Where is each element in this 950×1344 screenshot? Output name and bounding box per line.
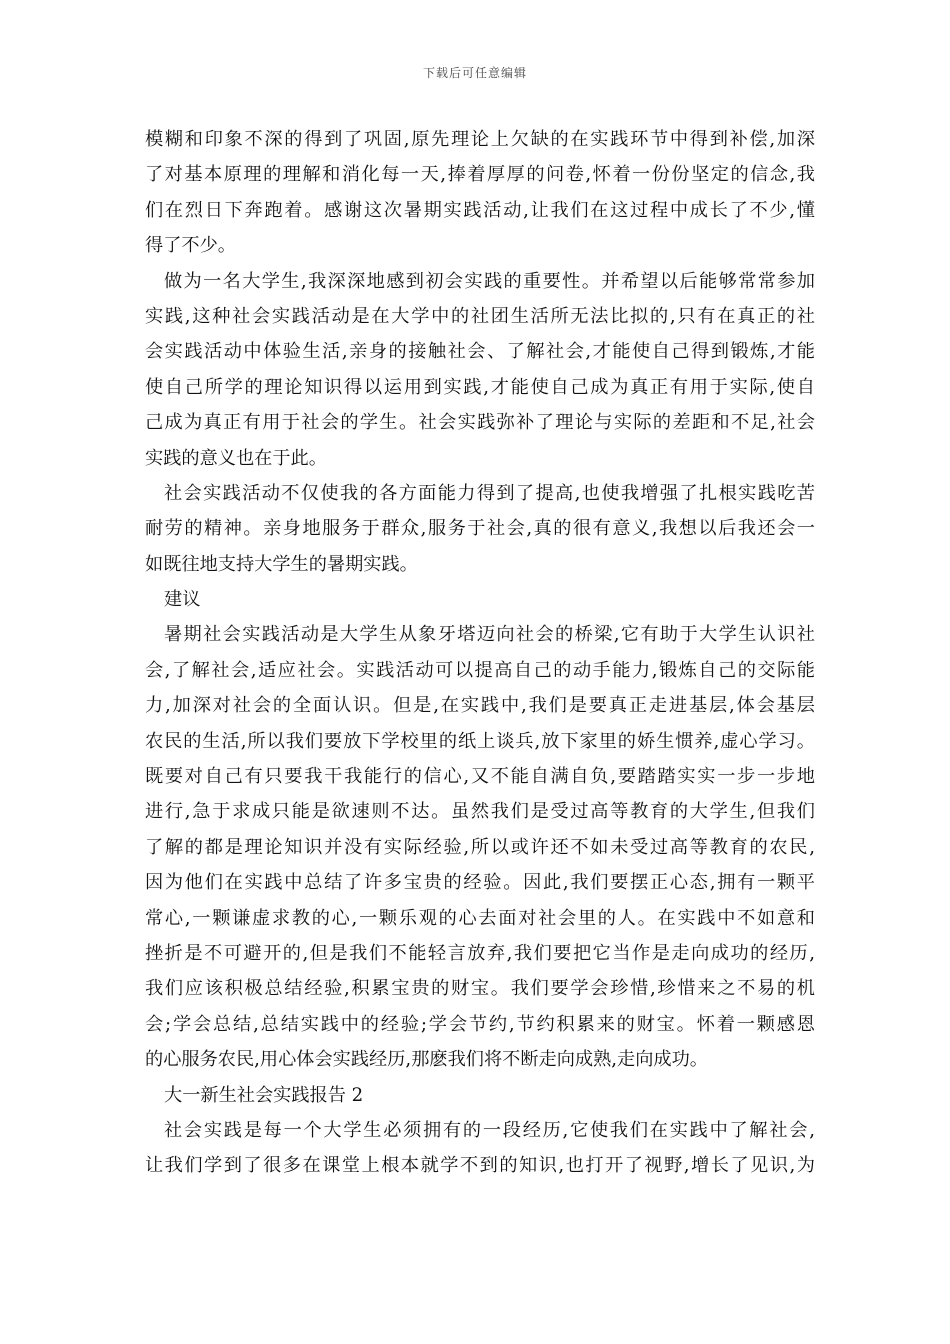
- text-line: 我们应该积极总结经验,积累宝贵的财宝。我们要学会珍惜,珍惜来之不易的机: [145, 978, 815, 1000]
- text-line: 会实践活动中体验生活,亲身的接触社会、了解社会,才能使自己得到锻炼,才能: [145, 341, 815, 363]
- text-line: 农民的生活,所以我们要放下学校里的纸上谈兵,放下家里的娇生惯养,虚心学习。: [145, 730, 815, 752]
- text-line: 让我们学到了很多在课堂上根本就学不到的知识,也打开了视野,增长了见识,为: [145, 1155, 815, 1177]
- text-line: 因为他们在实践中总结了许多宝贵的经验。因此,我们要摆正心态,拥有一颗平: [145, 872, 815, 894]
- text-line: 如既往地支持大学生的暑期实践。: [145, 553, 418, 575]
- text-line: 进行,急于求成只能是欲速则不达。虽然我们是受过高等教育的大学生,但我们: [145, 801, 815, 823]
- text-line: 挫折是不可避开的,但是我们不能轻言放弃,我们要把它当作是走向成功的经历,: [145, 942, 815, 964]
- text-line: 耐劳的精神。亲身地服务于群众,服务于社会,真的很有意义,我想以后我还会一: [145, 518, 815, 540]
- text-line: 模糊和印象不深的得到了巩固,原先理论上欠缺的在实践环节中得到补偿,加深: [145, 129, 815, 150]
- text-line: 社会实践活动不仅使我的各方面能力得到了提高,也使我增强了扎根实践吃苦: [164, 482, 815, 504]
- text-line: 建议: [164, 589, 201, 611]
- text-line: 了对基本原理的理解和消化每一天,捧着厚厚的问卷,怀着一份份坚定的信念,我: [145, 164, 815, 186]
- text-line: 暑期社会实践活动是大学生从象牙塔迈向社会的桥梁,它有助于大学生认识社: [164, 624, 815, 646]
- text-line: 使自己所学的理论知识得以运用到实践,才能使自己成为真正有用于实际,使自: [145, 376, 815, 398]
- text-line: 实践,这种社会实践活动是在大学中的社团生活所无法比拟的,只有在真正的社: [145, 305, 815, 327]
- text-line: 己成为真正有用于社会的学生。社会实践弥补了理论与实际的差距和不足,社会: [145, 412, 815, 434]
- text-line: 既要对自己有只要我干我能行的信心,又不能自满自负,要踏踏实实一步一步地: [145, 766, 815, 788]
- text-line: 会;学会总结,总结实践中的经验;学会节约,节约积累来的财宝。怀着一颗感恩: [145, 1013, 815, 1035]
- text-line: 力,加深对社会的全面认识。但是,在实践中,我们是要真正走进基层,体会基层: [145, 695, 815, 717]
- text-line: 大一新生社会实践报告 2: [164, 1084, 364, 1106]
- text-line: 做为一名大学生,我深深地感到初会实践的重要性。并希望以后能够常常参加: [164, 270, 815, 292]
- text-line: 的心服务农民,用心体会实践经历,那麽我们将不断走向成熟,走向成功。: [145, 1049, 708, 1071]
- text-line: 实践的意义也在于此。: [145, 447, 327, 469]
- text-line: 会,了解社会,适应社会。实践活动可以提高自己的动手能力,锻炼自己的交际能: [145, 659, 815, 681]
- text-line: 们在烈日下奔跑着。感谢这次暑期实践活动,让我们在这过程中成长了不少,懂: [145, 199, 815, 221]
- text-line: 社会实践是每一个大学生必须拥有的一段经历,它使我们在实践中了解社会,: [164, 1119, 815, 1141]
- page-header: 下载后可任意编辑: [422, 66, 527, 80]
- text-line: 了解的都是理论知识并没有实际经验,所以或许还不如未受过高等教育的农民,: [145, 836, 815, 858]
- text-line: 得了不少。: [145, 235, 236, 257]
- document-body: [145, 122, 815, 1184]
- text-line: 常心,一颗谦虚求教的心,一颗乐观的心去面对社会里的人。在实践中不如意和: [145, 907, 815, 929]
